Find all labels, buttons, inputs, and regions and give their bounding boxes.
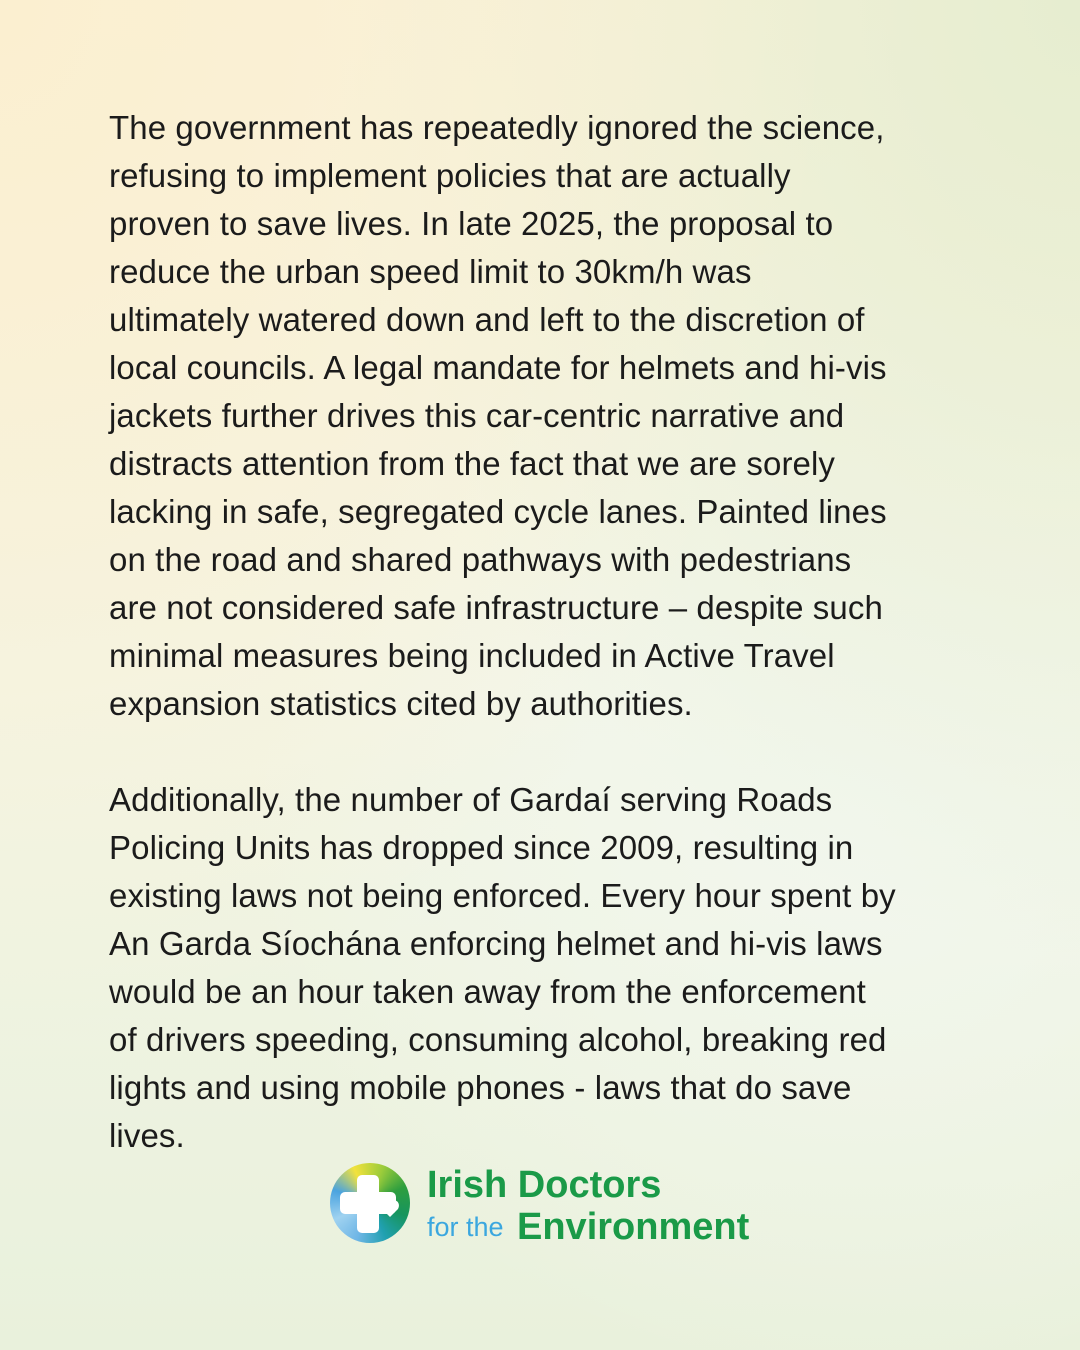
text-line: local councils. A legal mandate for helmets and hi-vis <box>109 349 887 386</box>
text-line: distracts attention from the fact that we are sorely <box>109 445 836 482</box>
text-line: Policing Units has dropped since 2009, resulting in <box>109 829 854 866</box>
text-line: on the road and shared pathways with pedestrians <box>109 541 852 578</box>
text-line: An Garda Síochána enforcing helmet and hi-vis laws <box>109 925 883 962</box>
text-line: ultimately watered down and left to the discretion of <box>109 301 865 338</box>
text-line: of drivers speeding, consuming alcohol, breaking red <box>109 1021 887 1058</box>
text-line: Additionally, the number of Gardaí serving Roads <box>109 781 833 818</box>
text-line: minimal measures being included in Active Travel <box>109 637 835 674</box>
cross-heart-globe-icon <box>330 1163 410 1243</box>
text-line: existing laws not being enforced. Every hour spent by <box>109 877 896 914</box>
text-line: are not considered safe infrastructure – despite such <box>109 589 883 626</box>
text-line: lights and using mobile phones - laws that do save <box>109 1069 852 1106</box>
text-line: The government has repeatedly ignored the science, <box>109 109 885 146</box>
logo-text-environment: Environment <box>517 1206 750 1248</box>
text-line: refusing to implement policies that are actually <box>109 157 791 194</box>
text-line: lacking in safe, segregated cycle lanes. Painted lines <box>109 493 887 530</box>
article-text <box>109 104 1029 1160</box>
text-line: lives. <box>109 1117 185 1154</box>
logo-text-for-the: for the <box>427 1212 504 1242</box>
text-line: expansion statistics cited by authorities. <box>109 685 693 722</box>
text-line: would be an hour taken away from the enforcement <box>109 973 866 1010</box>
text-line: proven to save lives. In late 2025, the proposal to <box>109 205 834 242</box>
paragraph-gap <box>109 728 1029 776</box>
text-line: jackets further drives this car-centric narrative and <box>109 397 845 434</box>
irish-doctors-environment-logo <box>330 1163 750 1247</box>
logo-text-irish-doctors: Irish Doctors <box>427 1164 662 1206</box>
text-line: reduce the urban speed limit to 30km/h was <box>109 253 752 290</box>
